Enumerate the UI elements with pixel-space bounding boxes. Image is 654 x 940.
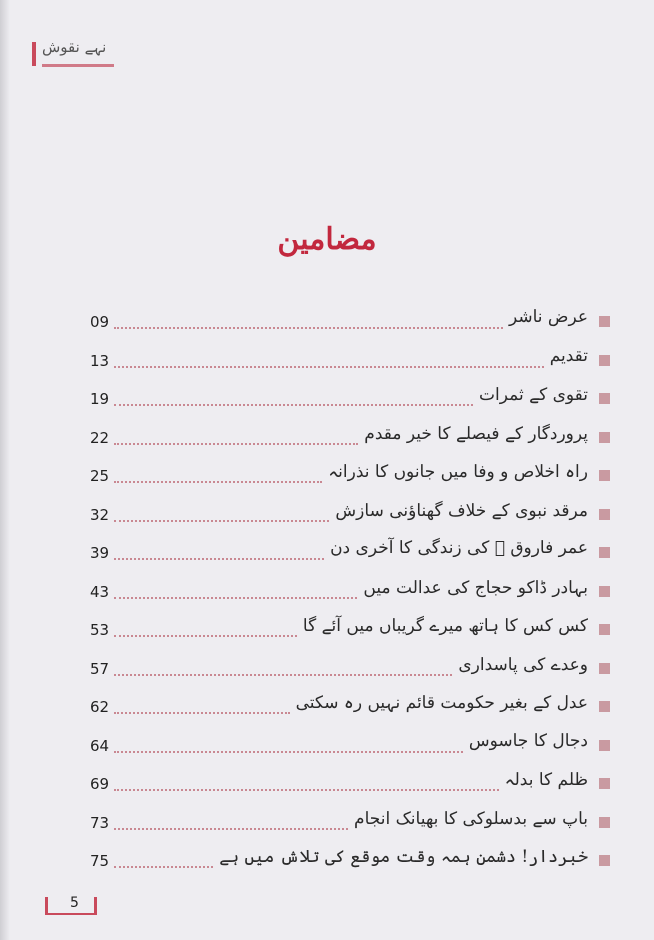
page-title: مضامین [277, 222, 377, 257]
toc-entry-label: عرض ناشر [508, 307, 588, 327]
dot-leader [114, 558, 324, 560]
toc-entry-label: خبردار! دشمن ہمہ وقت موقع کی تلاش میں ہے [219, 847, 588, 867]
toc-entry-page: 32 [90, 505, 110, 524]
page-number: 5 [70, 895, 79, 911]
toc-entry-page: 69 [90, 775, 110, 793]
toc-entry-label: ظلم کا بدلہ [504, 770, 588, 790]
toc-entry[interactable] [90, 536, 610, 575]
toc-entry-label: عدل کے بغیر حکومت قائم نہیں رہ سکتی [295, 693, 588, 713]
dot-leader [114, 828, 348, 830]
toc-entry[interactable] [90, 652, 610, 691]
toc-entry-label: بہادر ڈاکو حجاج کی عدالت میں [363, 577, 588, 598]
toc-entry[interactable] [90, 344, 610, 383]
footer-accent-right [94, 897, 97, 913]
toc-entry[interactable] [90, 767, 610, 806]
dot-leader [114, 712, 290, 714]
square-bullet-icon [599, 817, 610, 828]
toc-entry-page: 43 [90, 582, 110, 601]
toc-entry[interactable] [90, 382, 610, 421]
square-bullet-icon [599, 355, 610, 366]
toc-entry-page: 53 [90, 621, 110, 639]
toc-entry[interactable] [90, 844, 610, 883]
dot-leader [114, 597, 357, 599]
square-bullet-icon [599, 586, 610, 597]
dot-leader [114, 481, 322, 483]
square-bullet-icon [599, 855, 610, 866]
toc-entry-page: 39 [90, 544, 110, 562]
running-header-title: نہے نقوش [42, 38, 107, 56]
toc-entry[interactable] [90, 613, 610, 652]
toc-entry[interactable] [90, 806, 610, 845]
dot-leader [114, 866, 213, 868]
square-bullet-icon [599, 663, 610, 674]
square-bullet-icon [599, 701, 610, 712]
toc-entry-page: 64 [90, 736, 110, 755]
square-bullet-icon [599, 432, 610, 443]
toc-entry[interactable] [90, 305, 610, 344]
square-bullet-icon [599, 316, 610, 327]
dot-leader [114, 789, 499, 791]
square-bullet-icon [599, 393, 610, 404]
square-bullet-icon [599, 509, 610, 520]
toc-entry-label: مرقد نبوی کے خلاف گھناؤنی سازش [335, 500, 588, 521]
square-bullet-icon [599, 547, 610, 558]
toc-entry-page: 25 [90, 467, 110, 485]
dot-leader [114, 443, 358, 445]
toc-entry-label: تقدیم [549, 345, 588, 366]
dot-leader [114, 635, 297, 637]
toc-entry-label: وعدے کی پاسداری [458, 654, 588, 675]
running-header [32, 38, 112, 72]
toc-entry[interactable] [90, 459, 610, 498]
toc-entry[interactable] [90, 575, 610, 614]
toc-entry[interactable] [90, 690, 610, 729]
dot-leader [114, 751, 463, 753]
footer-accent-left [45, 897, 48, 913]
toc-entry-label: باپ سے بدسلوکی کا بھیانک انجام [354, 808, 588, 829]
dot-leader [114, 404, 473, 406]
toc-entry-label: پروردگار کے فیصلے کا خیر مقدم [364, 423, 588, 444]
dot-leader [114, 520, 329, 522]
square-bullet-icon [599, 740, 610, 751]
toc-entry-page: 73 [90, 813, 110, 832]
toc-entry-page: 62 [90, 698, 110, 716]
square-bullet-icon [599, 778, 610, 789]
dot-leader [114, 366, 544, 368]
toc-entry-page: 22 [90, 428, 110, 447]
header-accent-bar [32, 42, 36, 66]
table-of-contents [90, 305, 610, 883]
toc-entry-label: عمر فاروق ﷜ کی زندگی کا آخری دن [330, 538, 588, 558]
toc-entry-label: راہ اخلاص و وفا میں جانوں کا نذرانہ [328, 462, 588, 482]
toc-entry-page: 75 [90, 852, 110, 870]
square-bullet-icon [599, 470, 610, 481]
toc-entry-label: دجال کا جاسوس [468, 730, 588, 751]
toc-entry-page: 13 [90, 351, 110, 370]
toc-entry-page: 09 [90, 313, 110, 331]
toc-entry[interactable] [90, 498, 610, 537]
header-underline [42, 64, 114, 67]
dot-leader [114, 674, 452, 676]
footer-underline [45, 913, 97, 915]
toc-entry-page: 57 [90, 659, 110, 678]
toc-entry-label: کس کس کا ہاتھ میرے گریباں میں آئے گا [302, 616, 588, 636]
toc-entry[interactable] [90, 421, 610, 460]
toc-entry-label: تقوی کے ثمرات [479, 385, 588, 405]
dot-leader [114, 327, 503, 329]
toc-entry[interactable] [90, 729, 610, 768]
square-bullet-icon [599, 624, 610, 635]
toc-entry-page: 19 [90, 390, 110, 408]
